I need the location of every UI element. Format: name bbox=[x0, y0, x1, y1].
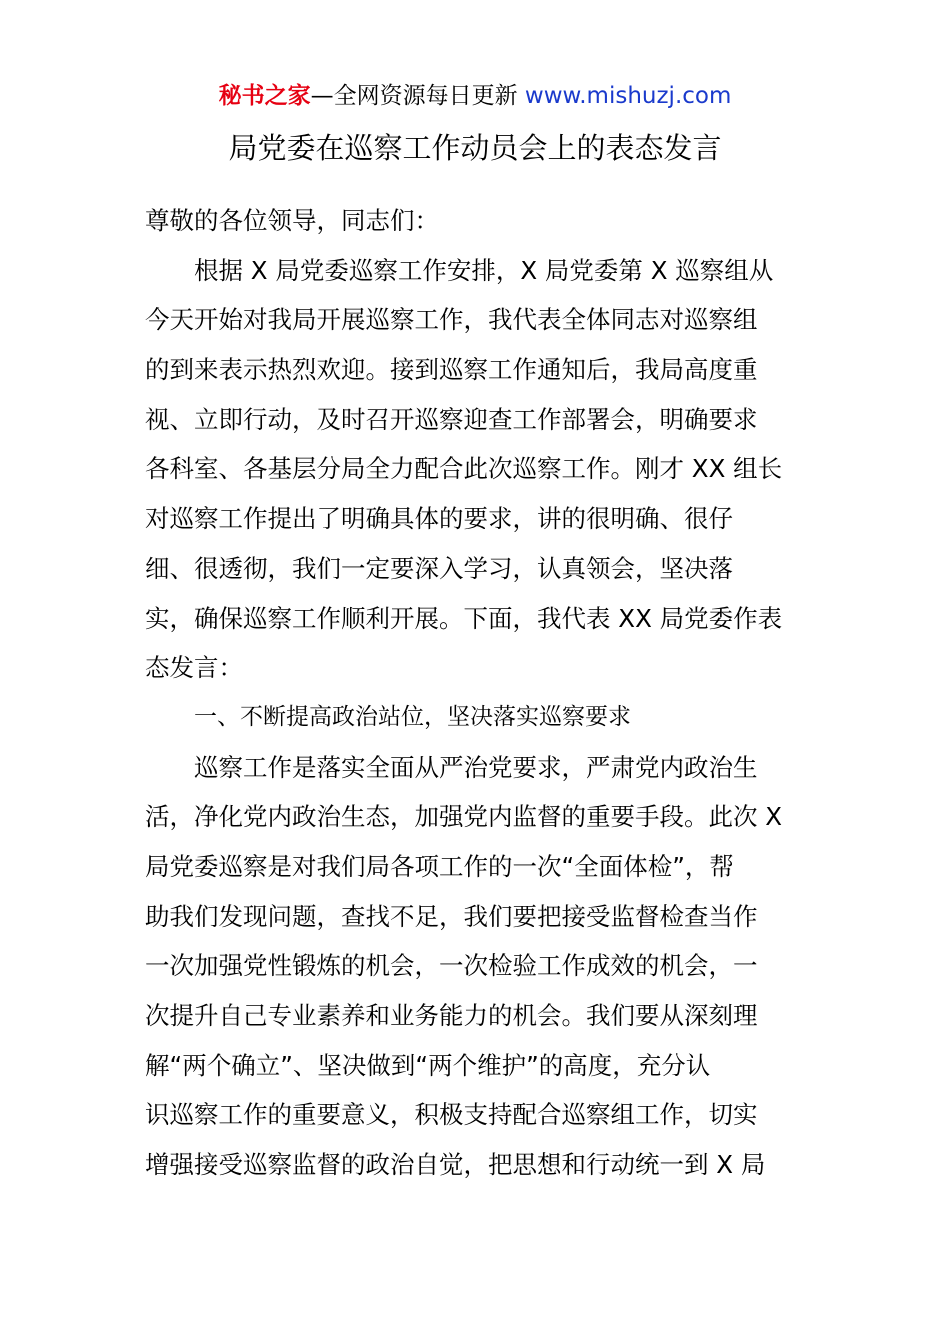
site-brand: 秘书之家 bbox=[218, 83, 311, 109]
section-heading: 一、不断提高政治站位，坚决落实巡察要求 bbox=[194, 703, 631, 730]
paragraph-line: 助我们发现问题，查找不足，我们要把接受监督检查当作 bbox=[145, 901, 758, 931]
paragraph-line: 细、很透彻，我们一定要深入学习，认真领会，坚决落 bbox=[145, 553, 733, 583]
site-banner bbox=[0, 80, 950, 112]
paragraph-line: 视、立即行动，及时召开巡察迎查工作部署会，明确要求 bbox=[145, 404, 758, 434]
paragraph-line: 巡察工作是落实全面从严治党要求，严肃党内政治生 bbox=[194, 752, 758, 782]
paragraph-line: 各科室、各基层分局全力配合此次巡察工作。刚才 XX 组长 bbox=[145, 454, 783, 484]
paragraph-line: 的到来表示热烈欢迎。接到巡察工作通知后，我局高度重 bbox=[145, 355, 758, 385]
paragraph-line: 解“两个确立”、坚决做到“两个维护”的高度，充分认 bbox=[145, 1050, 711, 1080]
paragraph-line: 活，净化党内政治生态，加强党内监督的重要手段。此次 X bbox=[145, 802, 783, 832]
paragraph-line: 次提升自己专业素养和业务能力的机会。我们要从深刻理 bbox=[145, 1001, 758, 1030]
paragraph-line: 实，确保巡察工作顺利开展。下面，我代表 XX 局党委作表 bbox=[145, 603, 783, 633]
paragraph-line: 今天开始对我局开展巡察工作，我代表全体同志对巡察组 bbox=[145, 305, 758, 335]
paragraph-line: 根据 X 局党委巡察工作安排，X 局党委第 X 巡察组从 bbox=[194, 255, 774, 285]
paragraph-line: 增强接受巡察监督的政治自觉，把思想和行动统一到 X 局 bbox=[145, 1150, 766, 1180]
document-body bbox=[145, 196, 810, 1190]
paragraph-line: 对巡察工作提出了明确具体的要求，讲的很明确、很仔 bbox=[145, 504, 733, 534]
document-title: 局党委在巡察工作动员会上的表态发言 bbox=[228, 131, 722, 165]
paragraph-line: 一次加强党性锻炼的机会，一次检验工作成效的机会，一 bbox=[145, 951, 758, 981]
salutation: 尊敬的各位领导，同志们： bbox=[145, 206, 439, 235]
paragraph-line: 态发言： bbox=[145, 653, 243, 683]
paragraph-line: 识巡察工作的重要意义，积极支持配合巡察组工作，切实 bbox=[145, 1100, 758, 1130]
paragraph-line: 局党委巡察是对我们局各项工作的一次“全面体检”，帮 bbox=[145, 851, 734, 881]
site-url-link[interactable]: www.mishuzj.com bbox=[524, 83, 732, 109]
site-tagline: —全网资源每日更新 bbox=[310, 83, 525, 109]
